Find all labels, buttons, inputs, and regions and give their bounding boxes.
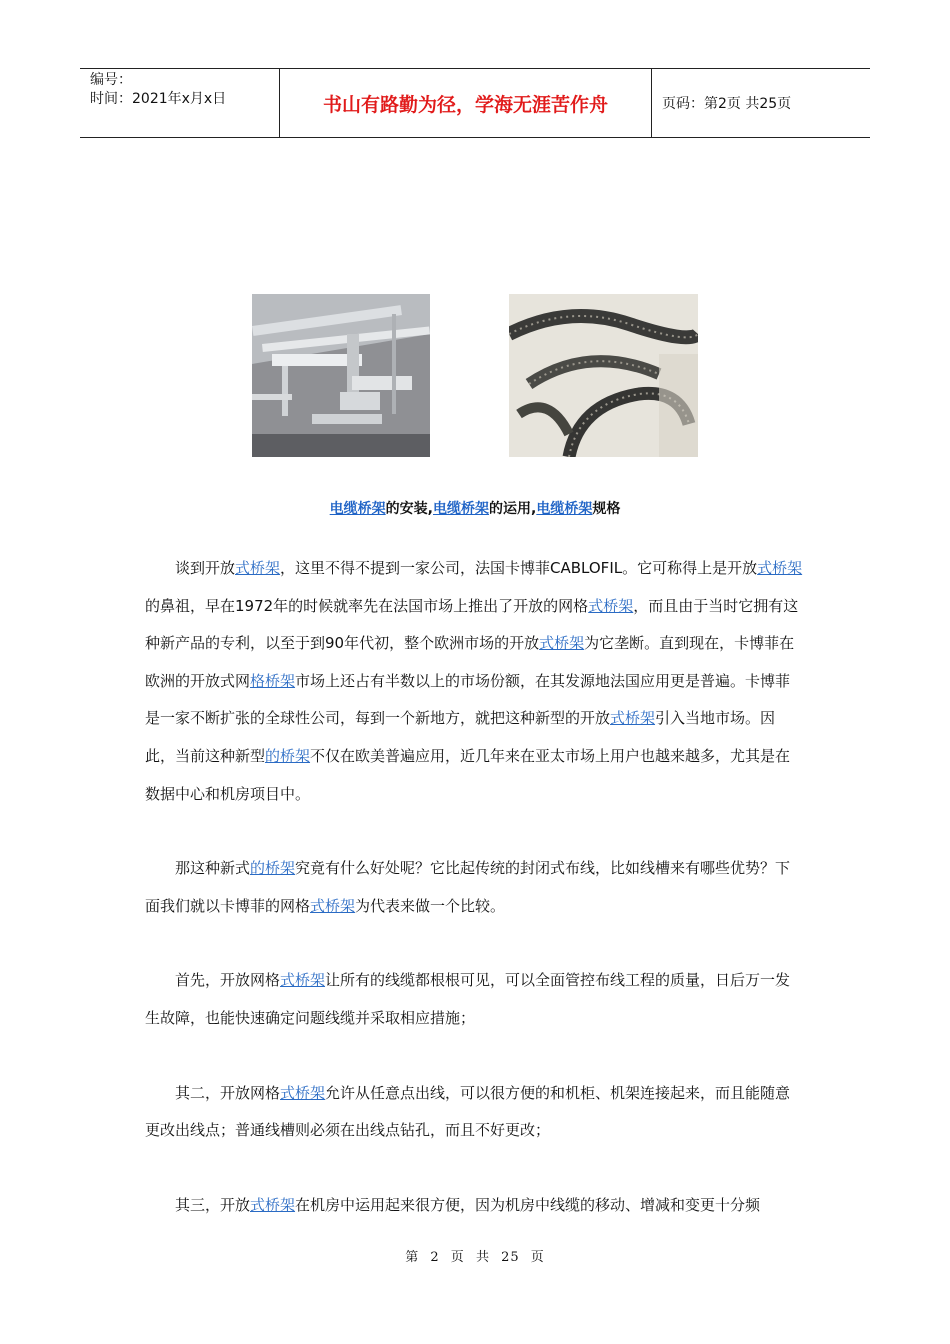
text-run: 首先，开放网格	[175, 971, 281, 990]
header-page-label: 页码：第2页 共25页	[662, 96, 792, 112]
caption-text-3: 规格	[592, 501, 621, 517]
page-footer	[0, 1246, 950, 1265]
text-run: 其二，开放网格	[175, 1083, 281, 1102]
footer-ye: 页	[450, 1250, 465, 1265]
bridge-link[interactable]: 式桥架	[235, 559, 281, 577]
header-motto: 书山有路勤为径，学海无涯苦作舟	[280, 69, 652, 137]
article-body	[145, 550, 805, 1224]
bridge-link[interactable]: 式桥架	[250, 1195, 296, 1214]
cable-tray-photo-1	[252, 294, 430, 457]
text-run: 允许从任意点出线，可以很方便的和机柜、机架连接起来，而且能随意更改出线点；普通线槽则必须在出线点钻孔，而且不好更改；	[145, 1083, 791, 1140]
text-run: 那这种新式	[175, 859, 251, 878]
paragraph-5	[145, 1187, 805, 1225]
text-run: 谈到开放	[175, 559, 236, 577]
text-run: ，这里不得不提到一家公司，法国卡博菲CABLOFIL。它可称得上是开放	[280, 559, 758, 577]
bridge-link[interactable]: 式桥架	[280, 1083, 326, 1102]
text-run: 引入当地市场。因此，当前这种新型	[145, 709, 776, 765]
footer-ye: 页	[530, 1250, 545, 1265]
footer-page-number: 2	[430, 1250, 440, 1265]
number-label: 编号：	[90, 72, 132, 88]
text-run: 市场上还占有半数以上的市场份额，在其发源地法国应用更是普遍。卡博菲是一家不断扩张的全球性公司，每到一个新地方，就把这种新型的开放	[145, 671, 791, 728]
bridge-link[interactable]: 的桥架	[250, 859, 296, 878]
bridge-link[interactable]: 式桥架	[280, 971, 326, 990]
paragraph-1	[145, 550, 805, 813]
footer-total-pages: 25	[501, 1250, 520, 1265]
text-run: 其三，开放	[175, 1195, 251, 1214]
bridge-link[interactable]: 的桥架	[265, 746, 311, 765]
caption-link-1[interactable]: 电缆桥架	[329, 501, 386, 517]
text-run: 让所有的线缆都根根可见，可以全面管控布线工程的质量，日后万一发生故障，也能快速确定问题线缆并采取相应措施；	[145, 971, 791, 1027]
bridge-link[interactable]: 格桥架	[250, 671, 296, 690]
bridge-link[interactable]: 式桥架	[310, 896, 356, 915]
footer-gong: 共	[475, 1250, 490, 1265]
image-caption	[0, 498, 950, 518]
text-run: 究竟有什么好处呢？它比起传统的封闭式布线，比如线槽来有哪些优势？下面我们就以卡博菲的网格	[145, 859, 791, 915]
paragraph-4	[145, 1075, 805, 1150]
bridge-link[interactable]: 式桥架	[539, 634, 585, 653]
bridge-link[interactable]: 式桥架	[757, 559, 803, 577]
caption-link-3[interactable]: 电缆桥架	[536, 501, 593, 517]
footer-di: 第	[405, 1250, 420, 1265]
cable-tray-photo-2	[509, 294, 698, 457]
text-run: ，而且由于当时它拥有这种新产品的专利，以至于到90年代初，整个欧洲市场的开放	[145, 596, 799, 653]
caption-text-2: 的运用,	[489, 501, 537, 517]
time-label: 时间：2021年x月x日	[90, 91, 227, 107]
text-run: 在机房中运用起来很方便，因为机房中线缆的移动、增减和变更十分频	[295, 1195, 761, 1214]
bridge-link[interactable]: 式桥架	[610, 709, 656, 728]
header-meta	[80, 69, 280, 137]
caption-link-2[interactable]: 电缆桥架	[433, 501, 489, 517]
text-run: 的鼻祖，早在1972年的时候就率先在法国市场上推出了开放的网格	[145, 596, 589, 615]
paragraph-3	[145, 962, 805, 1037]
text-run: 为代表来做一个比较。	[355, 896, 506, 915]
bridge-link[interactable]: 式桥架	[588, 596, 634, 615]
text-run: 不仅在欧美普遍应用，近几年来在亚太市场上用户也越来越多，尤其是在数据中心和机房项目中。	[145, 746, 791, 803]
paragraph-2	[145, 850, 805, 925]
document-header	[80, 68, 870, 138]
caption-text-1: 的安装,	[385, 501, 433, 517]
text-run: 为它垄断。直到现在，卡博菲在欧洲的开放式网	[145, 634, 795, 690]
